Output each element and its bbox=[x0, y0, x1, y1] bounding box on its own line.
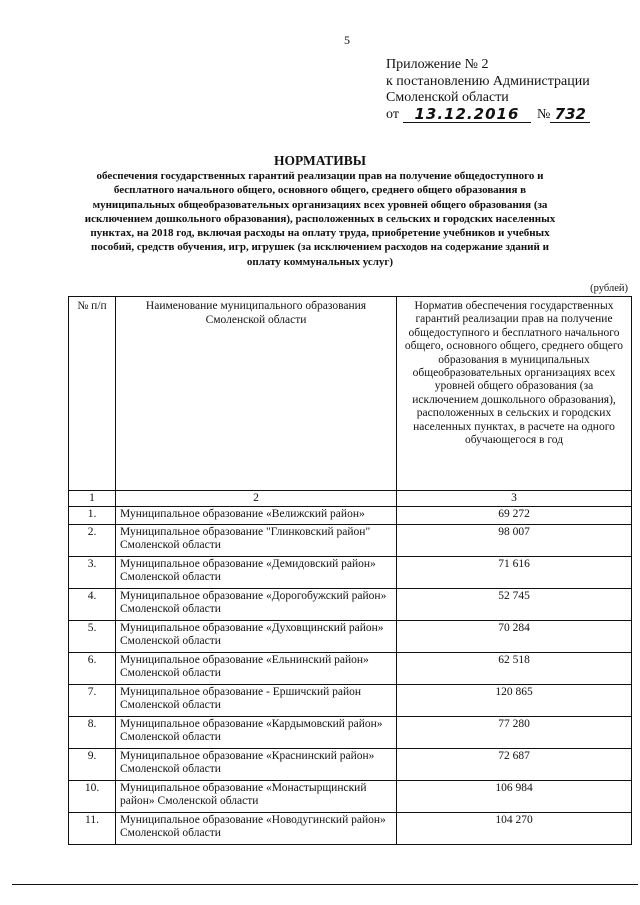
currency-unit: (рублей) bbox=[590, 283, 628, 294]
handwritten-number: 732 bbox=[550, 107, 590, 123]
row-number: 5. bbox=[69, 620, 116, 652]
row-municipality: Муниципальное образование «Ельнинский район» Смоленской области bbox=[116, 652, 397, 684]
row-number: 1. bbox=[69, 507, 116, 525]
row-municipality: Муниципальное образование «Велижский район» bbox=[116, 507, 397, 525]
header-number: № п/п bbox=[69, 297, 116, 491]
appendix-decree-line: к постановлению Администрации bbox=[386, 73, 590, 89]
table-row bbox=[69, 620, 632, 652]
row-norm-value: 62 518 bbox=[397, 652, 632, 684]
column-number-3: 3 bbox=[397, 491, 632, 507]
row-norm-value: 71 616 bbox=[397, 556, 632, 588]
row-norm-value: 77 280 bbox=[397, 716, 632, 748]
from-label: от bbox=[386, 106, 399, 122]
handwritten-date: 13.12.2016 bbox=[403, 107, 531, 123]
table-row bbox=[69, 556, 632, 588]
row-norm-value: 106 984 bbox=[397, 780, 632, 812]
row-municipality: Муниципальное образование "Глинковский район" Смоленской области bbox=[116, 524, 397, 556]
appendix-date-row bbox=[386, 107, 590, 124]
row-municipality: Муниципальное образование «Кардымовский район» Смоленской области bbox=[116, 716, 397, 748]
row-norm-value: 120 865 bbox=[397, 684, 632, 716]
header-municipality: Наименование муниципального образования Смоленской области bbox=[116, 297, 397, 491]
table-row bbox=[69, 588, 632, 620]
row-number: 9. bbox=[69, 748, 116, 780]
row-number: 2. bbox=[69, 524, 116, 556]
table-header-row bbox=[69, 297, 632, 491]
appendix-block bbox=[386, 57, 590, 123]
document-title: НОРМАТИВЫ bbox=[273, 153, 367, 168]
row-municipality: Муниципальное образование «Дорогобужский район» Смоленской области bbox=[116, 588, 397, 620]
row-number: 11. bbox=[69, 812, 116, 844]
table-row bbox=[69, 507, 632, 525]
row-municipality: Муниципальное образование «Новодугинский район» Смоленской области bbox=[116, 812, 397, 844]
norms-table bbox=[68, 296, 632, 845]
column-number-2: 2 bbox=[116, 491, 397, 507]
norms-table-body bbox=[69, 297, 632, 845]
table-row bbox=[69, 812, 632, 844]
row-number: 8. bbox=[69, 716, 116, 748]
page-number: 5 bbox=[344, 33, 350, 47]
row-number: 7. bbox=[69, 684, 116, 716]
row-municipality: Муниципальное образование - Ершичский район Смоленской области bbox=[116, 684, 397, 716]
number-label: № bbox=[536, 106, 551, 122]
row-municipality: Муниципальное образование «Краснинский район» Смоленской области bbox=[116, 748, 397, 780]
table-row bbox=[69, 684, 632, 716]
row-norm-value: 98 007 bbox=[397, 524, 632, 556]
table-row bbox=[69, 716, 632, 748]
row-number: 6. bbox=[69, 652, 116, 684]
table-row bbox=[69, 748, 632, 780]
table-row bbox=[69, 780, 632, 812]
document-subtitle: обеспечения государственных гарантий реализации прав на получение общедоступного и бесплатного начального общего, основного общего, среднего общего образования в муниципальных общеобразовательных организациях всех уровней общего образования (за исключением дошкольного образования), расположенных в сельских и городских населенных пунктах, на 2018 год, включая расходы на оплату труда, приобретение учебников и учебных пособий, средств обучения, игр, игрушек (за исключением расходов на содержание зданий и оплату коммунальных услуг) bbox=[84, 170, 556, 268]
row-number: 10. bbox=[69, 780, 116, 812]
row-municipality: Муниципальное образование «Духовщинский район» Смоленской области bbox=[116, 620, 397, 652]
table-row bbox=[69, 652, 632, 684]
row-norm-value: 104 270 bbox=[397, 812, 632, 844]
column-number-row bbox=[69, 491, 632, 507]
row-number: 4. bbox=[69, 588, 116, 620]
row-municipality: Муниципальное образование «Монастырщинский район» Смоленской области bbox=[116, 780, 397, 812]
row-norm-value: 70 284 bbox=[397, 620, 632, 652]
column-number-1: 1 bbox=[69, 491, 116, 507]
row-municipality: Муниципальное образование «Демидовский район» Смоленской области bbox=[116, 556, 397, 588]
appendix-region-line: Смоленской области bbox=[386, 90, 509, 105]
header-norm: Норматив обеспечения государственных гарантий реализации прав на получение общедоступного и бесплатного начального общего, основного общего, среднего общего образования в муниципальных общеобразовательных организациях всех уровней общего образования (за исключением дошкольного образования), расположенных в сельских и городских населенных пунктах, в расчете на одного обучающегося в год bbox=[397, 297, 632, 491]
page-bottom-rule bbox=[12, 884, 638, 885]
table-row bbox=[69, 524, 632, 556]
row-norm-value: 72 687 bbox=[397, 748, 632, 780]
row-norm-value: 52 745 bbox=[397, 588, 632, 620]
row-number: 3. bbox=[69, 556, 116, 588]
row-norm-value: 69 272 bbox=[397, 507, 632, 525]
appendix-title: Приложение № 2 bbox=[386, 57, 489, 72]
